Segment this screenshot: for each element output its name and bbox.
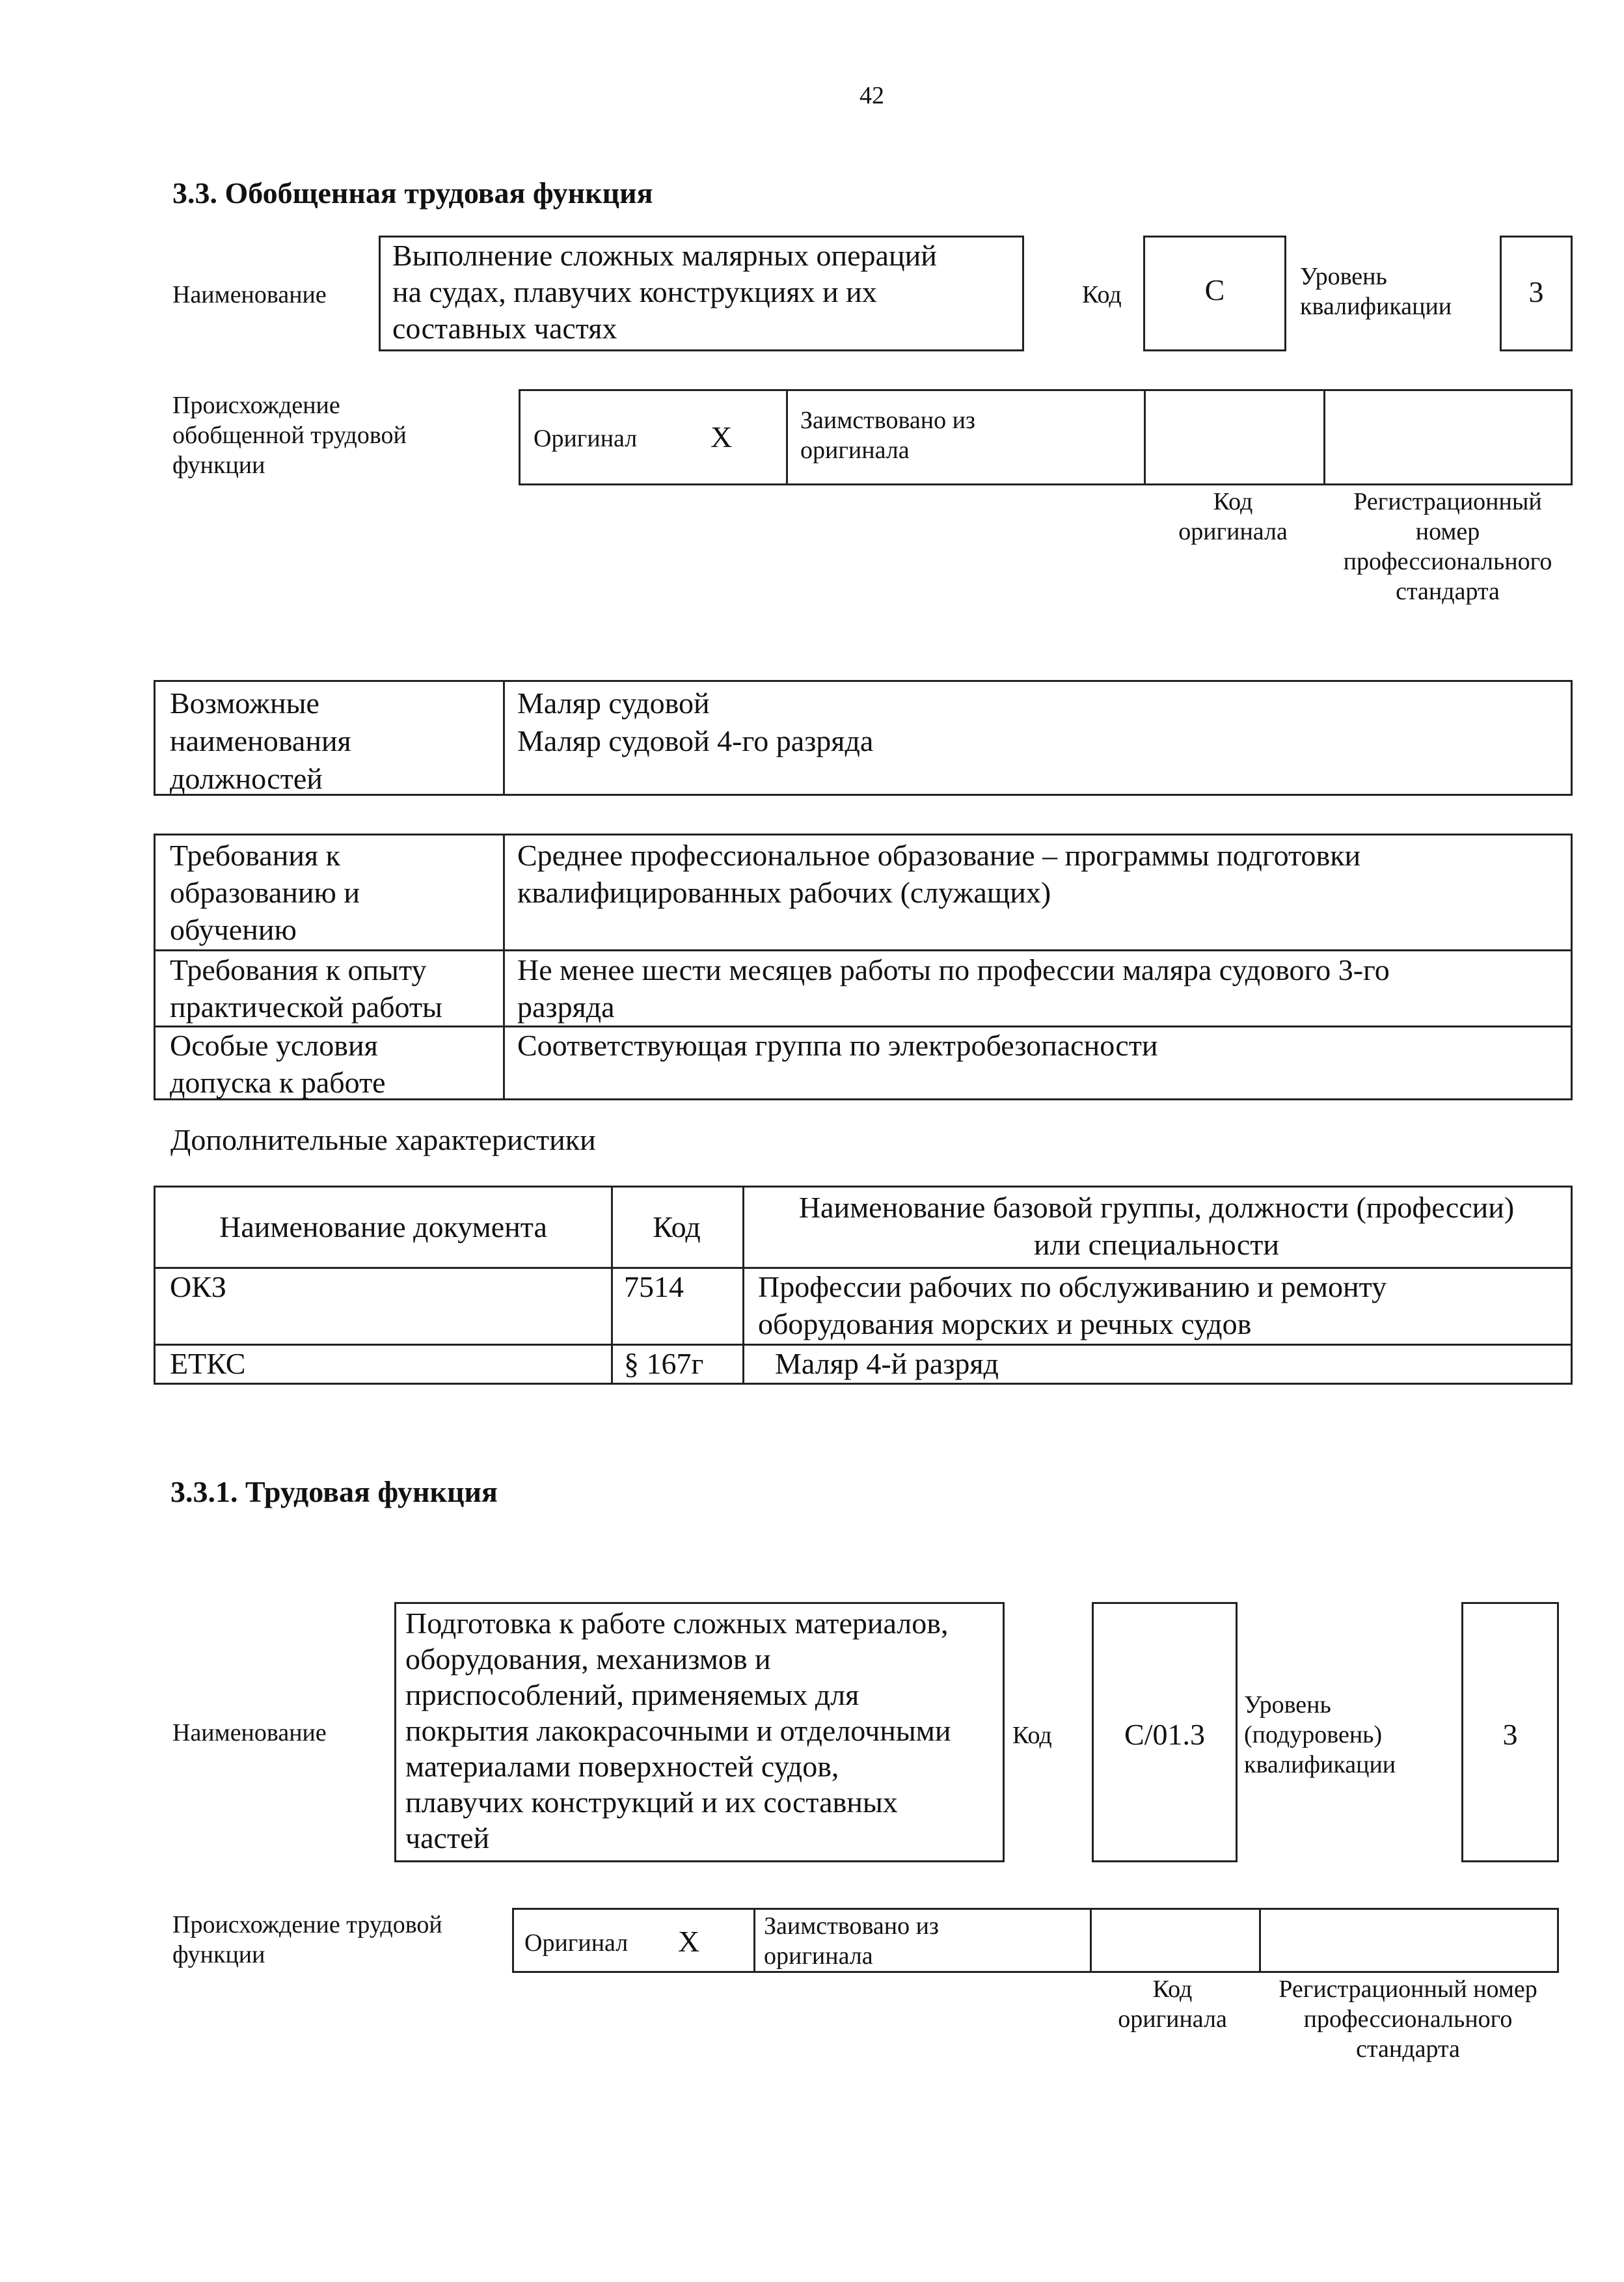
code-original-caption	[1142, 487, 1324, 547]
req-value-line: Не менее шести месяцев работы по профессии маляра судового 3-го	[517, 953, 1390, 986]
positions-label-line: должностей	[170, 762, 323, 795]
additional-table	[154, 1186, 1573, 1385]
page-number: 42	[859, 82, 884, 109]
level-label-line: квалификации	[1300, 293, 1452, 320]
tf-level-value: 3	[1502, 1718, 1518, 1751]
original-label: Оригинал	[524, 1929, 629, 1957]
additional-heading: Дополнительные характеристики	[170, 1123, 596, 1156]
gtf-name-text	[392, 238, 937, 347]
caption-line: профессионального	[1343, 548, 1552, 575]
header-name-line: или специальности	[1033, 1228, 1280, 1261]
header-doc: Наименование документа	[219, 1210, 547, 1243]
origin-label-line: функции	[172, 1941, 265, 1968]
borrowed-label	[800, 405, 975, 465]
level-label-line: Уровень	[1244, 1691, 1331, 1718]
requirement-label	[170, 837, 360, 948]
req-label-line: образованию и	[170, 876, 360, 909]
caption-line: Регистрационный	[1353, 488, 1542, 515]
origin-label-line: Происхождение	[172, 392, 340, 419]
row-doc: ЕТКС	[170, 1347, 246, 1380]
header-name-line: Наименование базовой группы, должности (профессии)	[798, 1191, 1515, 1224]
req-label-line: практической работы	[170, 990, 442, 1024]
gtf-code-value: C	[1204, 273, 1225, 306]
positions-values	[517, 685, 873, 760]
caption-line: Регистрационный номер	[1279, 1976, 1537, 2003]
reg-number-caption	[1324, 487, 1571, 606]
caption-line: Код	[1152, 1976, 1193, 2003]
row-name-line: оборудования морских и речных судов	[758, 1307, 1252, 1340]
level-label-line: квалификации	[1244, 1751, 1396, 1778]
req-value-line: Среднее профессиональное образование – программы подготовки	[517, 839, 1361, 872]
origin-label-line: обобщенной трудовой	[172, 422, 407, 449]
req-label-line: Требования к	[170, 839, 340, 872]
divider	[753, 1910, 755, 1971]
level-label	[1300, 262, 1452, 321]
gtf-code-box	[1143, 236, 1286, 351]
divider	[786, 391, 788, 483]
name-label: Наименование	[172, 281, 327, 308]
req-label-line: Требования к опыту	[170, 953, 427, 986]
positions-label	[170, 685, 351, 798]
name-line: покрытия лакокрасочными и отделочными	[405, 1714, 951, 1747]
borrowed-label-line: Заимствовано из	[800, 407, 975, 434]
name-line: материалами поверхностей судов,	[405, 1750, 839, 1783]
header-code: Код	[653, 1210, 701, 1243]
req-value-line: Соответствующая группа по электробезопасности	[517, 1029, 1158, 1062]
original-mark: X	[710, 420, 733, 454]
name-line: Выполнение сложных малярных операций	[392, 239, 937, 272]
tf-code-box	[1092, 1602, 1238, 1862]
caption-line: Код	[1213, 488, 1253, 515]
req-label-line: обучению	[170, 913, 297, 946]
origin-label	[172, 390, 407, 480]
level-label	[1244, 1690, 1396, 1780]
gtf-name-box	[379, 236, 1024, 351]
name-line: частей	[405, 1821, 490, 1854]
divider	[503, 682, 505, 794]
position-item: Маляр судовой	[517, 686, 710, 720]
original-mark: X	[678, 1925, 700, 1958]
divider	[1144, 391, 1146, 483]
divider	[503, 835, 505, 1098]
divider	[1090, 1910, 1092, 1971]
divider	[1259, 1910, 1261, 1971]
borrowed-label-line: Заимствовано из	[764, 1912, 939, 1940]
reg-number-caption	[1257, 1974, 1559, 2064]
row-name: Маляр 4-й разряд	[775, 1347, 999, 1380]
tf-code-value: C/01.3	[1124, 1718, 1205, 1751]
row-name	[758, 1268, 1387, 1342]
requirement-label	[170, 1027, 386, 1101]
requirement-value	[517, 837, 1360, 911]
header-name	[742, 1189, 1571, 1263]
level-label-line: (подуровень)	[1244, 1721, 1383, 1748]
gtf-origin-table	[519, 389, 1573, 485]
row-doc: ОКЗ	[170, 1270, 226, 1303]
gtf-level-box	[1500, 236, 1573, 351]
positions-table	[154, 680, 1573, 796]
name-line: Подготовка к работе сложных материалов,	[405, 1607, 949, 1640]
code-original-caption	[1088, 1974, 1257, 2034]
positions-label-line: Возможные	[170, 686, 319, 720]
caption-line: стандарта	[1356, 2035, 1460, 2063]
original-label: Оригинал	[534, 425, 638, 452]
requirement-label	[170, 951, 442, 1026]
subsection-heading: 3.3.1. Трудовая функция	[170, 1475, 498, 1508]
name-line: приспособлений, применяемых для	[405, 1678, 859, 1711]
borrowed-label-line: оригинала	[800, 437, 910, 464]
section-heading: 3.3. Обобщенная трудовая функция	[172, 176, 653, 210]
row-code: 7514	[624, 1270, 684, 1303]
name-line: на судах, плавучих конструкциях и их	[392, 275, 877, 308]
origin-label	[172, 1910, 442, 1970]
caption-line: оригинала	[1118, 2005, 1227, 2033]
name-line: оборудования, механизмов и	[405, 1642, 771, 1676]
name-line: составных частях	[392, 312, 617, 345]
borrowed-label-line: оригинала	[764, 1942, 873, 1970]
origin-label-line: функции	[172, 452, 265, 479]
req-label-line: допуска к работе	[170, 1066, 386, 1099]
tf-name-box	[394, 1602, 1005, 1862]
borrowed-label	[764, 1911, 939, 1971]
caption-line: номер	[1415, 518, 1480, 545]
tf-level-box	[1461, 1602, 1559, 1862]
name-line: плавучих конструкций и их составных	[405, 1786, 898, 1819]
positions-label-line: наименования	[170, 724, 351, 757]
requirements-table	[154, 834, 1573, 1100]
origin-label-line: Происхождение трудовой	[172, 1911, 442, 1938]
row-code: § 167г	[624, 1347, 704, 1380]
req-label-line: Особые условия	[170, 1029, 378, 1062]
tf-origin-table	[512, 1908, 1559, 1973]
level-label-line: Уровень	[1300, 263, 1387, 290]
name-label: Наименование	[172, 1719, 327, 1746]
row-name-line: Профессии рабочих по обслуживанию и ремонту	[758, 1270, 1387, 1303]
req-value-line: квалифицированных рабочих (служащих)	[517, 876, 1051, 909]
position-item: Маляр судовой 4-го разряда	[517, 724, 874, 757]
divider	[1323, 391, 1325, 483]
tf-name-text	[405, 1605, 951, 1856]
caption-line: профессионального	[1303, 2005, 1513, 2033]
caption-line: оригинала	[1178, 518, 1288, 545]
code-label: Код	[1082, 281, 1122, 308]
code-label: Код	[1012, 1722, 1052, 1749]
requirement-value	[517, 1027, 1158, 1064]
caption-line: стандарта	[1396, 578, 1500, 605]
requirement-value	[517, 951, 1390, 1026]
gtf-level-value: 3	[1528, 275, 1544, 308]
req-value-line: разряда	[517, 990, 615, 1024]
